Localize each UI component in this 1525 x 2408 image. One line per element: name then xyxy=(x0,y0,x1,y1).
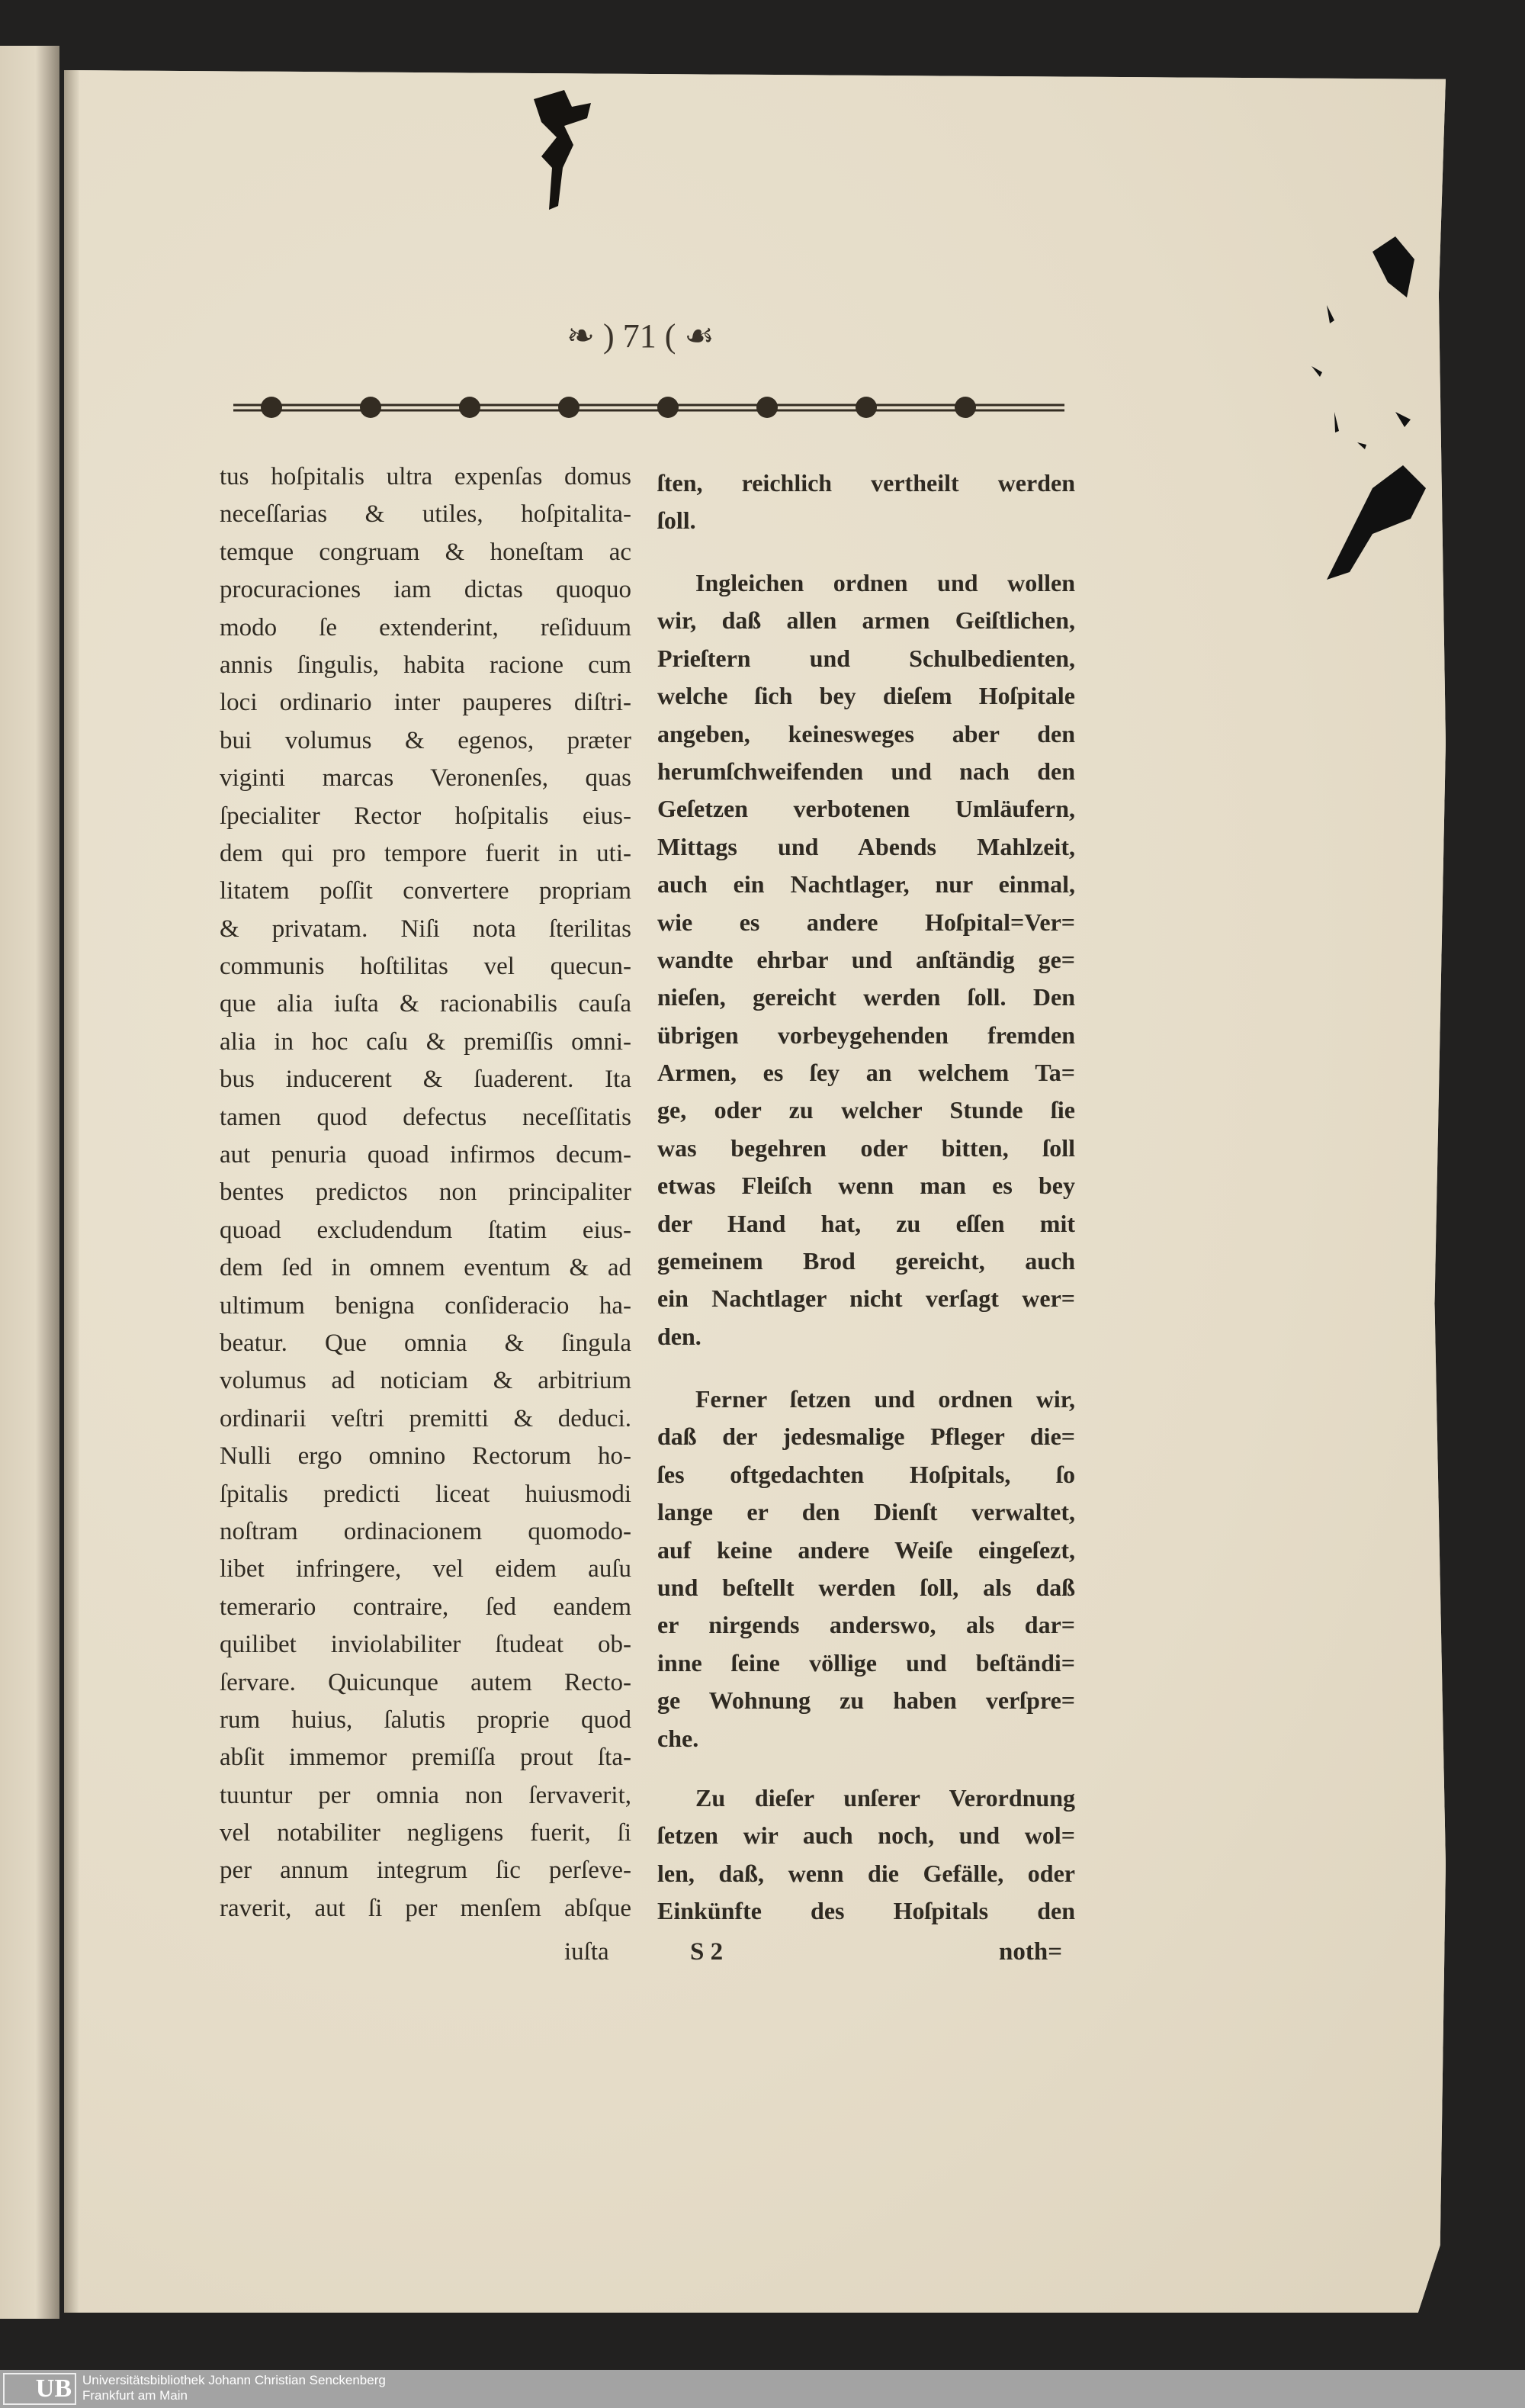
latin-column xyxy=(220,458,631,1927)
text-line: wir, daß allen armen Geiſtlichen, xyxy=(657,606,1075,635)
paragraph xyxy=(657,1381,1075,1757)
paper-damage-marks xyxy=(1281,214,1449,641)
ornamental-rule xyxy=(226,394,1072,421)
text-line: rum huius, ſalutis proprie quod xyxy=(220,1706,631,1734)
text-line: angeben, keinesweges aber den xyxy=(657,719,1075,747)
text-line: Ferner ſetzen und ordnen wir, xyxy=(695,1385,1075,1413)
text-line: neceſſarias & utiles, hoſpitalita- xyxy=(220,500,631,529)
text-line: per annum integrum ſic perſeve- xyxy=(220,1857,631,1885)
text-line: auch ein Nachtlager, nur einmal, xyxy=(657,870,1075,899)
text-line: und beſtellt werden ſoll, als daß xyxy=(657,1573,1075,1601)
text-line: aut penuria quoad infirmos decum- xyxy=(220,1141,631,1169)
text-line: dem qui pro tempore fuerit in uti- xyxy=(220,839,631,867)
text-line: bentes predictos non principaliter xyxy=(220,1178,631,1207)
text-line: tuuntur per omnia non ſervaverit, xyxy=(220,1781,631,1809)
text-line: ge Wohnung zu haben verſpre= xyxy=(657,1686,1075,1715)
text-line: ſoll. xyxy=(657,506,696,535)
text-line: quilibet inviolabiliter ſtudeat ob- xyxy=(220,1631,631,1659)
text-line: bus inducerent & ſuaderent. Ita xyxy=(220,1066,631,1094)
text-line: ordinarii veſtri premitti & deduci. xyxy=(220,1404,631,1432)
text-line: ſpecialiter Rector hoſpitalis eius- xyxy=(220,802,631,830)
paragraph xyxy=(657,1779,1075,1931)
text-line: Einkünfte des Hoſpitals den xyxy=(657,1897,1075,1925)
text-line: temque congruam & honeſtam ac xyxy=(220,538,631,566)
text-line: dem ſed in omnem eventum & ad xyxy=(220,1254,631,1282)
text-line: übrigen vorbeygehenden fremden xyxy=(657,1021,1075,1049)
text-line: & privatam. Niſi nota ſterilitas xyxy=(220,915,631,943)
signature-mark: S 2 xyxy=(690,1938,724,1966)
facing-page-edge xyxy=(0,46,59,2319)
text-line: bui volumus & egenos, præter xyxy=(220,726,631,754)
text-line: Geſetzen verbotenen Umläufern, xyxy=(657,795,1075,823)
library-city: Frankfurt am Main xyxy=(82,2388,188,2403)
text-line: herumſchweifenden und nach den xyxy=(657,757,1075,785)
paragraph xyxy=(657,564,1075,1355)
text-line: noſtram ordinacionem quomodo- xyxy=(220,1517,631,1545)
page-gutter-shadow xyxy=(64,70,79,2313)
text-line: raverit, aut ſi per menſem abſque xyxy=(220,1894,631,1922)
paragraph xyxy=(657,465,1075,540)
page-number: 71 xyxy=(622,317,657,355)
text-line: temerario contraire, ſed eandem xyxy=(220,1593,631,1621)
text-line: auf keine andere Weiſe eingeſezt, xyxy=(657,1535,1075,1564)
text-line: len, daß, wenn die Gefälle, oder xyxy=(657,1859,1075,1887)
text-line: den. xyxy=(657,1322,702,1350)
text-line: der Hand hat, zu eſſen mit xyxy=(657,1209,1075,1237)
text-line: Prieſtern und Schulbedienten, xyxy=(657,644,1075,672)
text-line: che. xyxy=(657,1724,699,1752)
text-line: daß der jedesmalige Pfleger die= xyxy=(657,1423,1075,1451)
library-footer xyxy=(0,2370,1525,2408)
text-line: wie es andere Hoſpital=Ver= xyxy=(657,908,1075,936)
library-name: Universitätsbibliothek Johann Christian Senckenberg xyxy=(82,2373,386,2387)
text-line: welche ſich bey dieſem Hoſpitale xyxy=(657,682,1075,710)
text-line: que alia iuſta & racionabilis cauſa xyxy=(220,990,631,1018)
text-line: tus hoſpitalis ultra expenſas domus xyxy=(220,463,631,490)
text-line: ſten, reichlich vertheilt werden xyxy=(657,469,1075,497)
text-line: ein Nachtlager nicht verſagt wer= xyxy=(657,1284,1075,1313)
text-line: etwas Fleiſch wenn man es bey xyxy=(657,1172,1075,1200)
text-line: libet infringere, vel eidem auſu xyxy=(220,1555,631,1583)
text-line: inne ſeine völlige und beſtändi= xyxy=(657,1648,1075,1677)
text-line: litatem poſſit convertere propriam xyxy=(220,877,631,905)
text-line: ſetzen wir auch noch, und wol= xyxy=(657,1821,1075,1850)
text-line: Ingleichen ordnen und wollen xyxy=(695,569,1075,596)
catchword-right: noth= xyxy=(999,1938,1062,1966)
text-line: ultimum benigna conſideracio ha- xyxy=(220,1291,631,1320)
ink-blot-top xyxy=(518,84,610,221)
text-line: annis ſingulis, habita racione cum xyxy=(220,651,631,679)
ornament-right: ( ☙ xyxy=(664,317,714,355)
text-line: vel notabiliter negligens fuerit, ſi xyxy=(220,1819,631,1847)
text-line: ge, oder zu welcher Stunde ſie xyxy=(657,1096,1075,1124)
page-header xyxy=(518,317,762,355)
text-line: loci ordinario inter pauperes diſtri- xyxy=(220,689,631,717)
text-line: ſervare. Quicunque autem Recto- xyxy=(220,1668,631,1696)
text-line: procuraciones iam dictas quoquo xyxy=(220,576,631,604)
text-line: quoad excludendum ſtatim eius- xyxy=(220,1216,631,1244)
text-line: ſes oftgedachten Hoſpitals, ſo xyxy=(657,1460,1075,1488)
text-line: was begehren oder bitten, ſoll xyxy=(657,1133,1075,1162)
text-line: volumus ad noticiam & arbitrium xyxy=(220,1367,631,1395)
ornament-left: ❧ ) xyxy=(567,317,615,355)
text-line: Zu dieſer unſerer Verordnung xyxy=(695,1784,1075,1812)
text-line: gemeinem Brod gereicht, auch xyxy=(657,1247,1075,1275)
text-line: viginti marcas Veronenſes, quas xyxy=(220,764,631,792)
text-line: modo ſe extenderint, reſiduum xyxy=(220,613,631,641)
text-line: lange er den Dienſt verwaltet, xyxy=(657,1498,1075,1526)
text-line: alia in hoc caſu & premiſſis omni- xyxy=(220,1027,631,1056)
text-line: Nulli ergo omnino Rectorum ho- xyxy=(220,1442,631,1471)
text-line: Mittags und Abends Mahlzeit, xyxy=(657,832,1075,860)
text-line: wandte ehrbar und anſtändig ge= xyxy=(657,945,1075,973)
text-line: abſit immemor premiſſa prout ſta- xyxy=(220,1744,631,1772)
text-line: ſpitalis predicti liceat huiusmodi xyxy=(220,1480,631,1508)
text-line: tamen quod defectus neceſſitatis xyxy=(220,1103,631,1131)
text-line: nieſen, gereicht werden ſoll. Den xyxy=(657,983,1075,1011)
text-line: communis hoſtilitas vel quecun- xyxy=(220,953,631,981)
text-line: er nirgends anderswo, als dar= xyxy=(657,1611,1075,1639)
text-line: beatur. Que omnia & ſingula xyxy=(220,1329,631,1357)
text-line: Armen, es ſey an welchem Ta= xyxy=(657,1059,1075,1087)
ub-logo: UB xyxy=(3,2373,76,2405)
catchword-left: iuſta xyxy=(564,1938,609,1966)
